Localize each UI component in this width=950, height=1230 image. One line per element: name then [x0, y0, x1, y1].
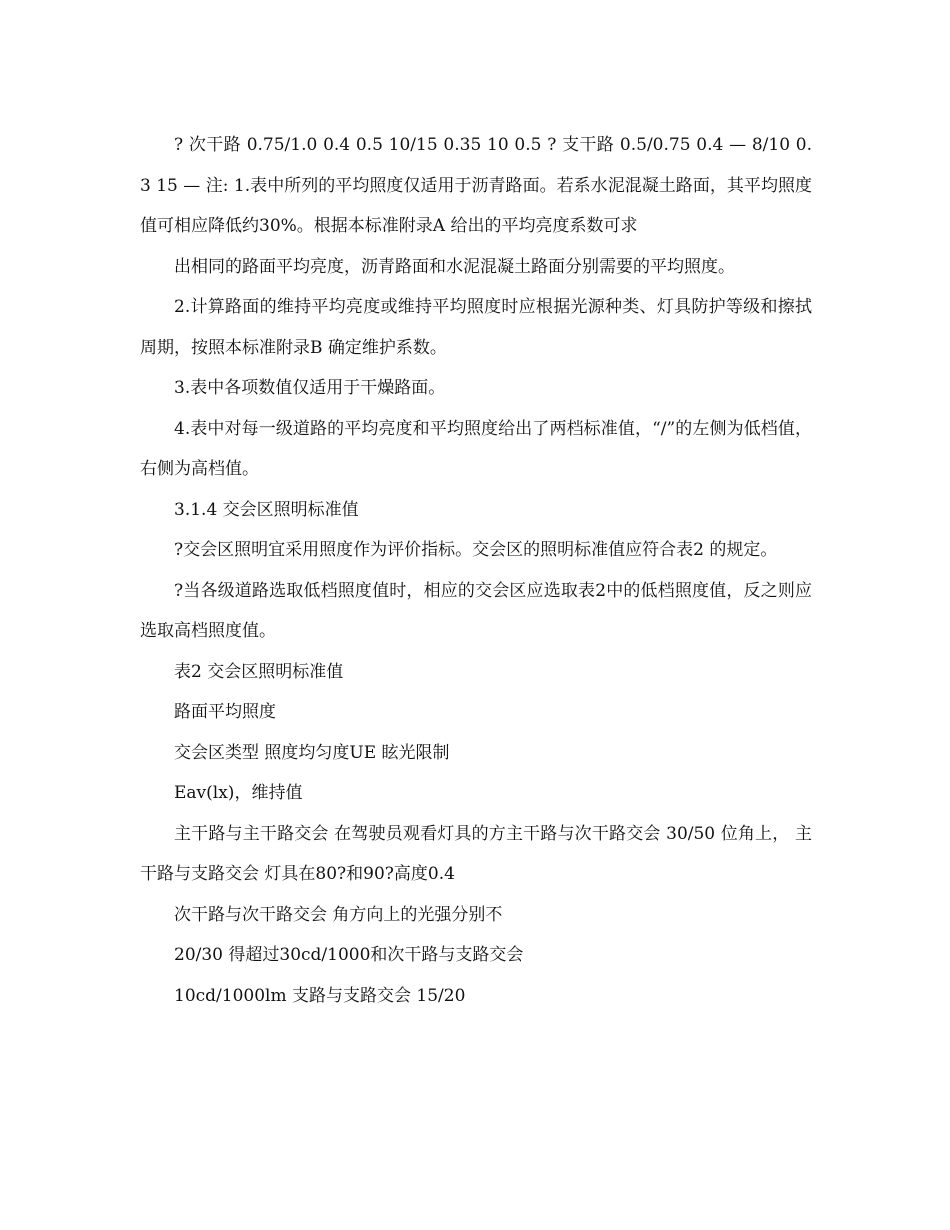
paragraph-low-high-selection: ?当各级道路选取低档照度值时，相应的交会区应选取表2中的低档照度值，反之则应选取高档照度值。	[140, 580, 812, 641]
paragraph-note-4: 4.表中对每一级道路的平均亮度和平均照度给出了两档标准值，“/”的左侧为低档值，右侧为高档值。	[140, 418, 812, 479]
section-heading-3-1-4: 3.1.4 交会区照明标准值	[174, 499, 359, 520]
paragraph-note-1-continued: 出相同的路面平均亮度，沥青路面和水泥混凝土路面分别需要的平均照度。	[174, 256, 735, 277]
table-2-line-3: Eav(lx)，维持值	[174, 783, 303, 803]
table-2-line-7: 10cd/1000lm 支路与支路交会 15/20	[174, 985, 466, 1006]
table-2-line-2: 交会区类型 照度均匀度UE 眩光限制	[174, 742, 450, 763]
table-2-line-5: 次干路与次干路交会 角方向上的光强分别不	[174, 904, 503, 925]
table-2-caption: 表2 交会区照明标准值	[174, 661, 344, 682]
table-2-line-1: 路面平均照度	[174, 702, 276, 722]
document-body	[140, 125, 812, 1016]
paragraph-table-continuation: ? 次干路 0.75/1.0 0.4 0.5 10/15 0.35 10 0.5 ? 支干路 0.5/0.75 0.4 — 8/10 0.3 15 — 注: 1.表中所列的平均照度仅适用于沥青路面。若系水泥混凝土路面，其平均照度值可相应降低约30%。根据本标准附录A 给出的平均亮度系数可求	[140, 135, 812, 236]
paragraph-note-3: 3.表中各项数值仅适用于干燥路面。	[174, 378, 446, 398]
paragraph-note-2: 2.计算路面的维持平均亮度或维持平均照度时应根据光源种类、灯具防护等级和擦拭周期，按照本标准附录B 确定维护系数。	[140, 297, 812, 358]
table-2-line-4: 主干路与主干路交会 在驾驶员观看灯具的方主干路与次干路交会 30/50 位角上， 主干路与支路交会 灯具在80?和90?高度0.4	[140, 823, 812, 884]
paragraph-evaluation-index: ?交会区照明宜采用照度作为评价指标。交会区的照明标准值应符合表2 的规定。	[174, 540, 778, 560]
table-2-line-6: 20/30 得超过30cd/1000和次干路与支路交会	[174, 945, 524, 965]
